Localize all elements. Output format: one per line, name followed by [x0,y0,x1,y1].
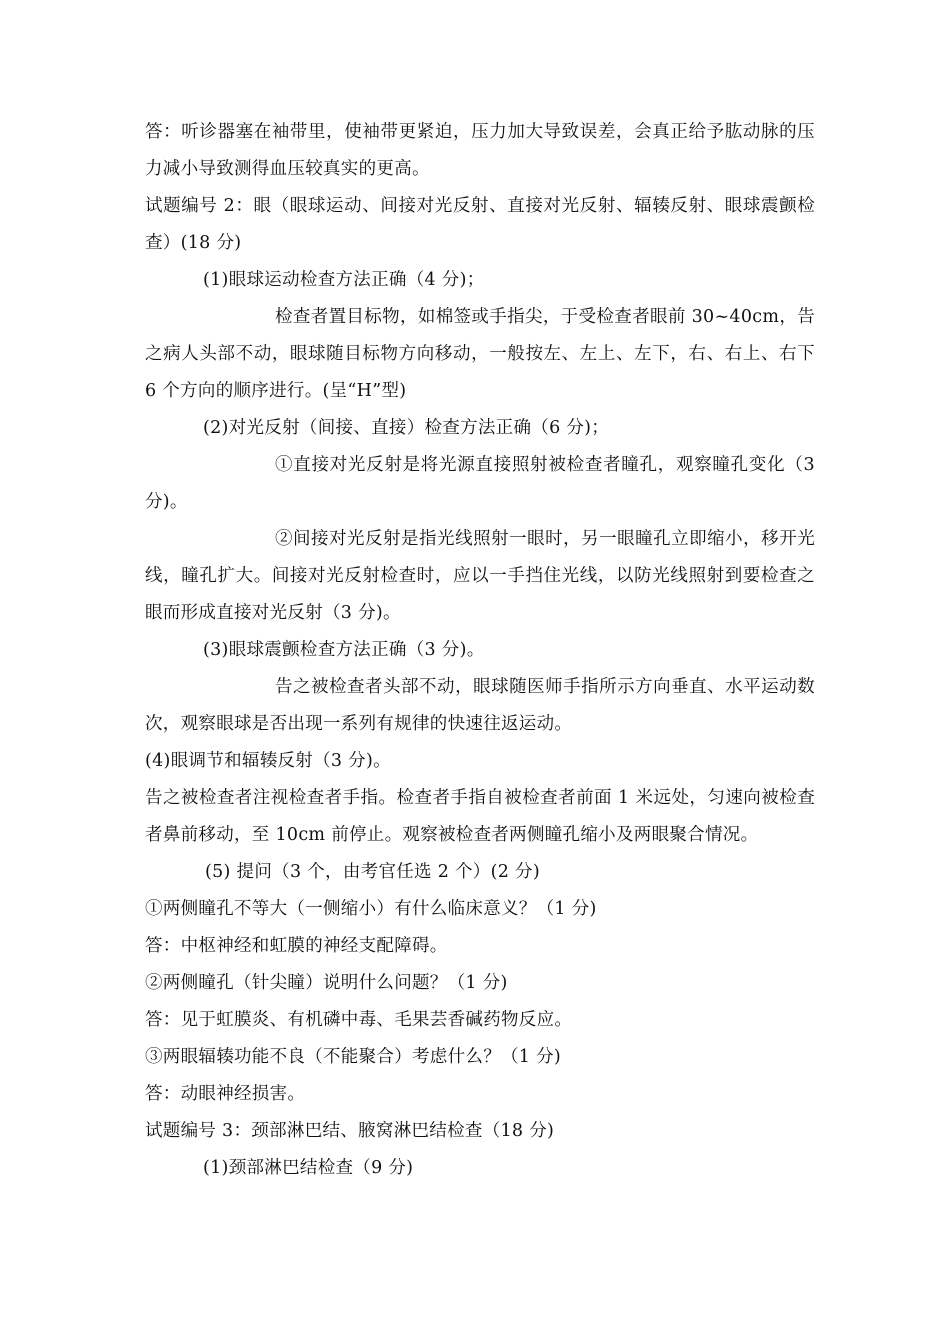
answer-1: 答：中枢神经和虹膜的神经支配障碍。 [145,936,448,956]
question-2-heading: 试题编号 2：眼（眼球运动、间接对光反射、直接对光反射、辐辏反射、眼球震颤检查）(18 分) [145,196,815,253]
item-2-heading: (2)对光反射（间接、直接）检查方法正确（6 分)； [203,418,610,438]
question-2: ②两侧瞳孔（针尖瞳）说明什么问题？（1 分) [145,973,508,993]
item-4-body: 告之被检查者注视检查者手指。检查者手指自被检查者前面 1 米远处，匀速向被检查者鼻前移动，至 10cm 前停止。观察被检查者两侧瞳孔缩小及两眼聚合情况。 [145,788,815,845]
question-1: ①两侧瞳孔不等大（一侧缩小）有什么临床意义？（1 分) [145,899,597,919]
neck-lymph-heading: (1)颈部淋巴结检查（9 分) [203,1158,414,1178]
item-5-heading: (5) 提问（3 个，由考官任选 2 个）(2 分) [205,862,540,882]
item-3-body: 告之被检查者头部不动，眼球随医师手指所示方向垂直、水平运动数次，观察眼球是否出现一系列有规律的快速往返运动。 [145,677,815,734]
item-1-heading: (1)眼球运动检查方法正确（4 分)； [203,270,485,290]
question-3-heading: 试题编号 3：颈部淋巴结、腋窝淋巴结检查（18 分) [145,1121,555,1141]
answer-paragraph-1: 答：听诊器塞在袖带里，使袖带更紧迫，压力加大导致误差，会真正给予肱动脉的压力减小导致测得血压较真实的更高。 [145,122,815,179]
item-4-heading: (4)眼调节和辐辏反射（3 分)。 [145,751,391,771]
item-1-body: 检查者置目标物，如棉签或手指尖，于受检查者眼前 30~40cm，告之病人头部不动，眼球随目标物方向移动，一般按左、左上、左下，右、右上、右下 6 个方向的顺序进行。(呈“H”型) [145,307,815,401]
answer-2: 答：见于虹膜炎、有机磷中毒、毛果芸香碱药物反应。 [145,1010,573,1030]
item-2-indirect-reflex: ②间接对光反射是指光线照射一眼时，另一眼瞳孔立即缩小，移开光线，瞳孔扩大。间接对光反射检查时，应以一手挡住光线，以防光线照射到要检查之眼而形成直接对光反射（3 分)。 [145,529,815,623]
item-2-direct-reflex: ①直接对光反射是将光源直接照射被检查者瞳孔，观察瞳孔变化（3 分)。 [145,455,815,512]
question-3: ③两眼辐辏功能不良（不能聚合）考虑什么？（1 分) [145,1047,562,1067]
answer-3: 答：动眼神经损害。 [145,1084,306,1104]
item-3-heading: (3)眼球震颤检查方法正确（3 分)。 [203,640,485,660]
